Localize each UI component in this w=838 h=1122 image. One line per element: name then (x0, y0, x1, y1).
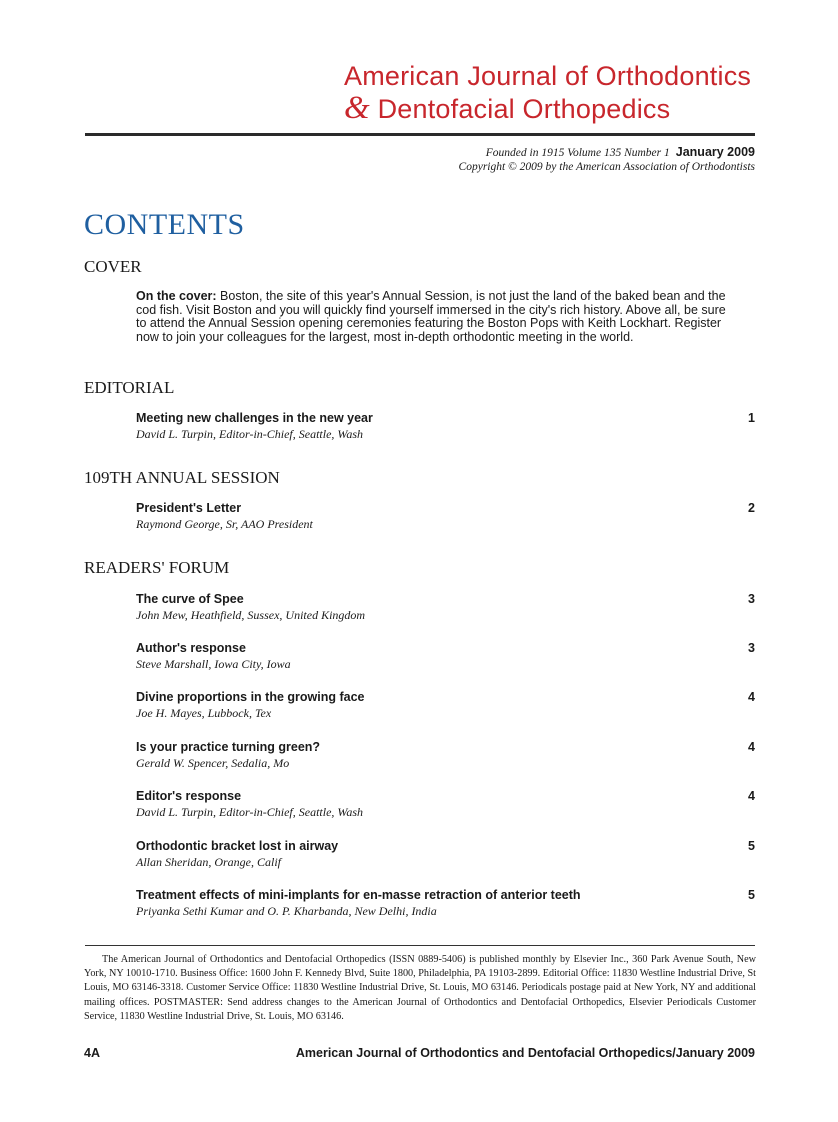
cover-lead: On the cover: (136, 289, 217, 303)
publication-notice (84, 953, 756, 1024)
toc-entry[interactable] (136, 689, 756, 721)
section-heading-annual-session: 109TH ANNUAL SESSION (84, 468, 280, 487)
entry-page: 3 (748, 592, 755, 606)
entry-authors: John Mew, Heathfield, Sussex, United Kingdom (136, 608, 366, 622)
journal-title-line2-wrap (344, 92, 751, 125)
footer-rule (85, 945, 755, 946)
issue-date: January 2009 (675, 145, 755, 159)
page-title: CONTENTS (84, 208, 245, 241)
toc-entry[interactable] (136, 500, 756, 532)
toc-entry[interactable] (136, 591, 756, 623)
toc-entry[interactable] (136, 838, 756, 870)
entry-title[interactable]: Author's response (136, 641, 246, 655)
toc-entry[interactable] (136, 788, 756, 820)
toc-entry[interactable] (136, 640, 756, 672)
toc-entry[interactable] (136, 887, 756, 919)
section-heading-readers-forum: READERS' FORUM (84, 558, 230, 577)
entry-page: 2 (748, 501, 755, 515)
entry-authors: Gerald W. Spencer, Sedalia, Mo (136, 756, 290, 770)
copyright: Copyright © 2009 by the American Association of Orthodontists (458, 161, 755, 173)
issue-line: Founded in 1915 Volume 135 Number 1 (485, 147, 670, 159)
entry-page: 5 (748, 888, 755, 902)
entry-authors: David L. Turpin, Editor-in-Chief, Seattle, Wash (136, 427, 363, 441)
journal-ampersand: & (344, 90, 370, 126)
entry-title[interactable]: Editor's response (136, 789, 242, 803)
entry-page: 3 (748, 641, 755, 655)
entry-authors: David L. Turpin, Editor-in-Chief, Seattle, Wash (136, 805, 363, 819)
issue-info (459, 145, 755, 174)
entry-title[interactable]: President's Letter (136, 501, 242, 515)
entry-page: 4 (748, 690, 755, 704)
journal-logo (344, 60, 751, 125)
entry-authors: Priyanka Sethi Kumar and O. P. Kharbanda, New Delhi, India (136, 904, 437, 918)
entry-page: 1 (748, 411, 755, 425)
toc-entry[interactable] (136, 739, 756, 771)
header-rule (85, 133, 755, 136)
entry-title[interactable]: Meeting new challenges in the new year (136, 411, 373, 425)
cover-text: Boston, the site of this year's Annual Session, is not just the land of the baked bean and the cod fish. Visit Boston and you will quickly find yourself immersed in the city's rich history. Above all, be sure to attend the Annual Session opening ceremonies featuring the Boston Pops with Keith Lockhart. Register now to join your colleagues for the largest, most in-depth orthodontic meeting in the world. (136, 289, 726, 344)
entry-authors: Raymond George, Sr, AAO President (136, 517, 313, 531)
journal-title-line2: Dentofacial Orthopedics (377, 94, 671, 124)
cover-description (136, 290, 736, 344)
section-heading-cover: COVER (84, 257, 142, 276)
entry-authors: Allan Sheridan, Orange, Calif (136, 855, 281, 869)
entry-title[interactable]: Is your practice turning green? (136, 740, 321, 754)
entry-title[interactable]: Treatment effects of mini-implants for en-masse retraction of anterior teeth (136, 888, 581, 902)
publication-notice-text: The American Journal of Orthodontics and Dentofacial Orthopedics (ISSN 0889-5406) is published monthly by Elsevier Inc., 360 Park Avenue South, New York, NY 10010-1710. Business Office: 1600 John F. Kennedy Blvd, Suite 1800, Philadelphia, PA 19103-2899. Editorial Office: 11830 Westline Industrial Drive, St Louis, MO 63146-3318. Customer Service Office: 11830 Westline Industrial Drive, St. Louis, MO 63146. Periodicals postage paid at New York, NY and additional mailing offices. POSTMASTER: Send address changes to the American Journal of Orthodontics and Dentofacial Orthopedics, Elsevier Periodicals Customer Service, 11830 Westline Industrial Drive, St. Louis, MO 63146. (84, 954, 756, 1022)
entry-authors: Steve Marshall, Iowa City, Iowa (136, 657, 291, 671)
entry-page: 4 (748, 740, 755, 754)
journal-title-line1: American Journal of Orthodontics (344, 61, 752, 91)
running-title: American Journal of Orthodontics and Dentofacial Orthopedics/January 2009 (295, 1046, 755, 1060)
entry-title[interactable]: Orthodontic bracket lost in airway (136, 839, 339, 853)
entry-page: 4 (748, 789, 755, 803)
entry-title[interactable]: Divine proportions in the growing face (136, 690, 365, 704)
entry-title[interactable]: The curve of Spee (136, 592, 244, 606)
entry-page: 5 (748, 839, 755, 853)
toc-entry[interactable] (136, 410, 756, 442)
entry-authors: Joe H. Mayes, Lubbock, Tex (136, 706, 272, 720)
section-heading-editorial: EDITORIAL (84, 378, 175, 397)
page-number: 4A (84, 1046, 100, 1060)
